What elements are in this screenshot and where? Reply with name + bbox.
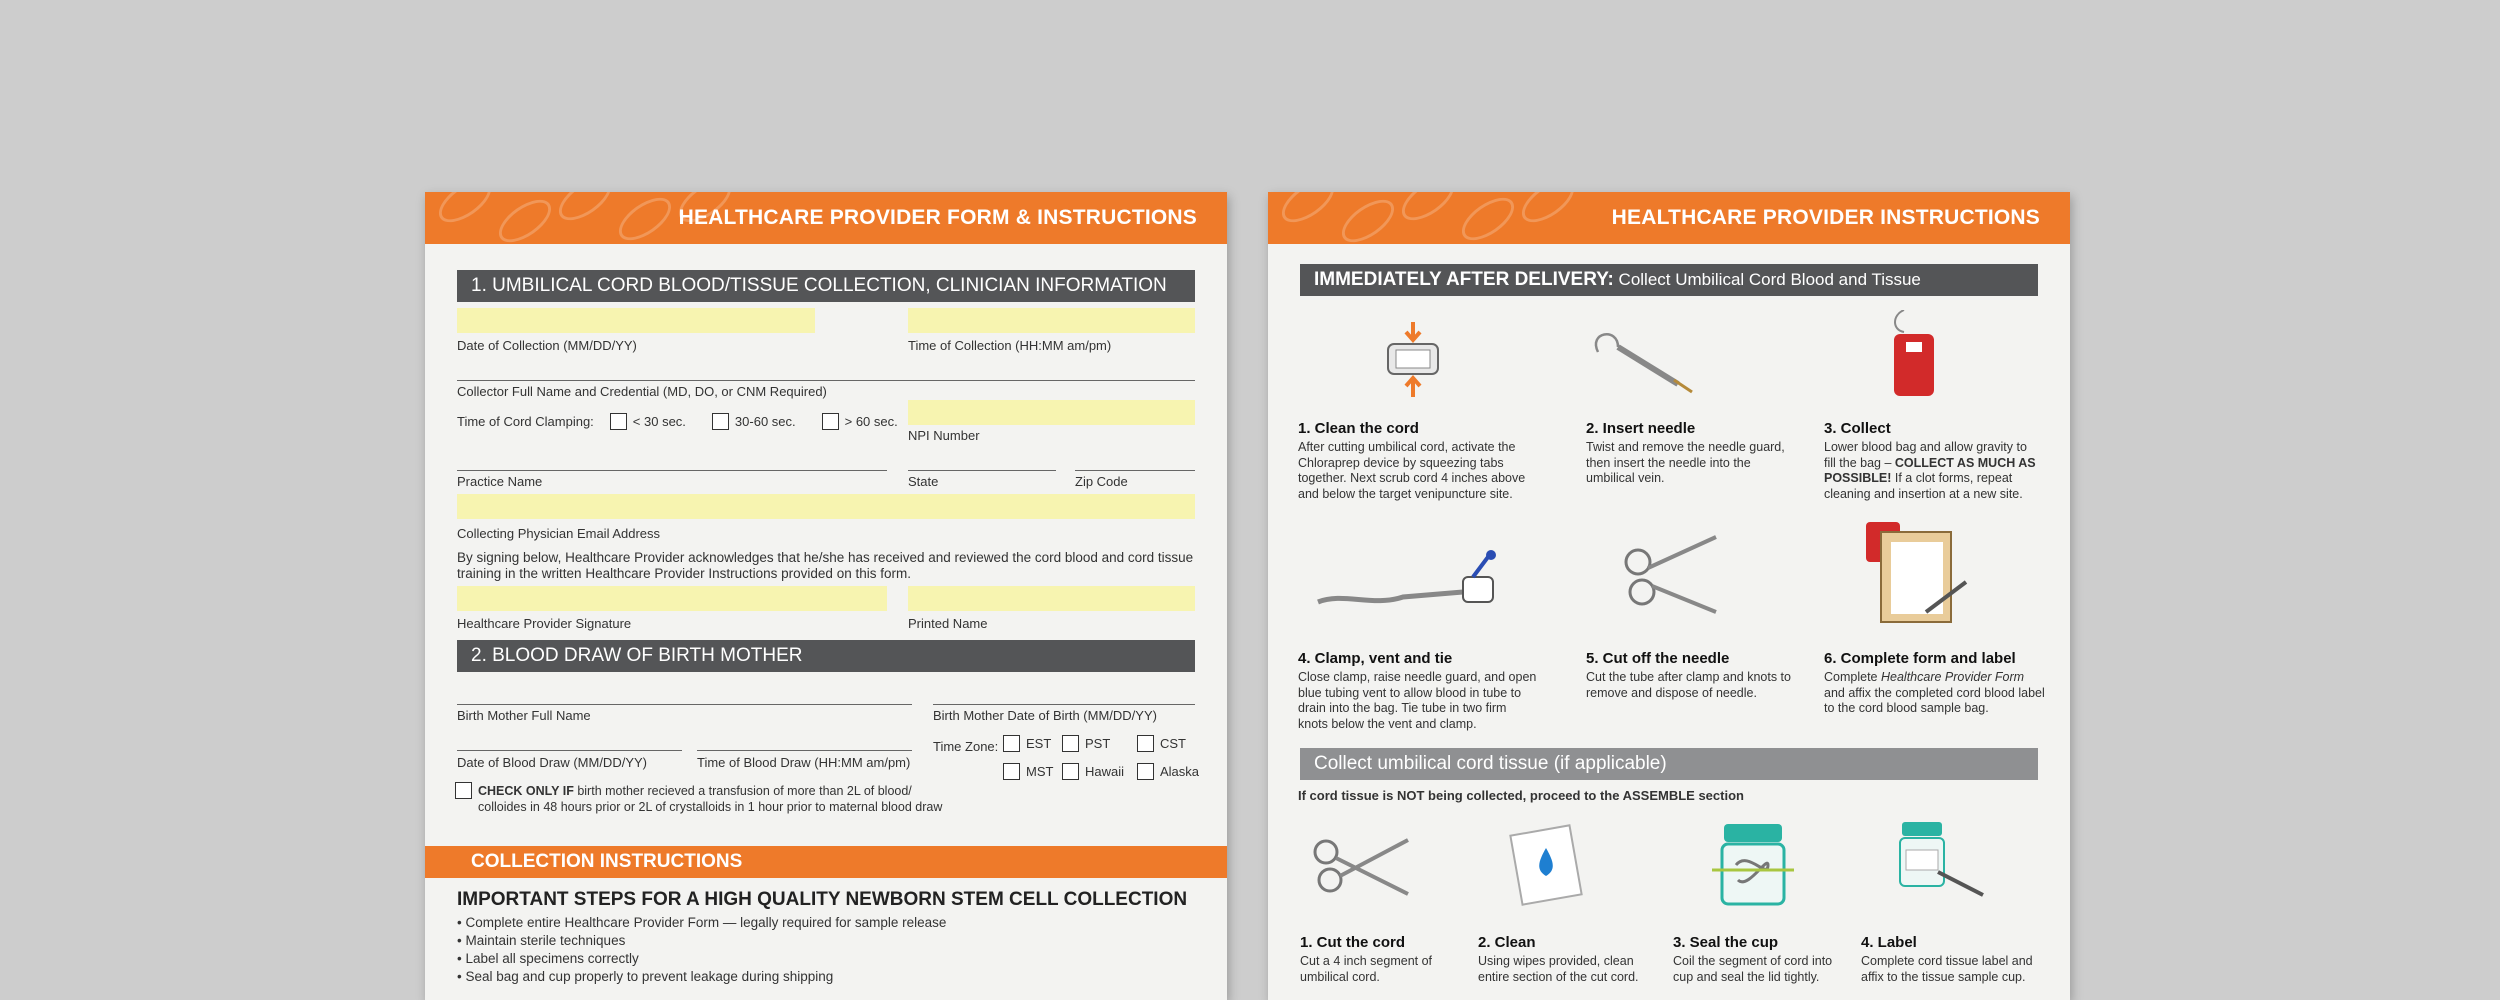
step-body-pre: Lower blood bag and allow gravity to fill the bag –: [1824, 440, 2027, 470]
step-title: 1. Cut the cord: [1300, 934, 1406, 951]
step-title: 3. Seal the cup: [1673, 934, 1779, 951]
tz-cst-checkbox[interactable]: [1137, 735, 1154, 752]
tz-label: Alaska: [1160, 764, 1200, 779]
step-cut-needle: [1586, 650, 1796, 701]
clamp-vent-icon: [1313, 547, 1513, 622]
cord-clamping-label: Time of Cord Clamping:: [457, 414, 594, 429]
form-banner: [425, 192, 1227, 244]
step-collect: [1824, 420, 2039, 502]
tz-alaska-checkbox[interactable]: [1137, 763, 1154, 780]
step-body: Cut a 4 inch segment of umbilical cord.: [1300, 954, 1433, 984]
tz-pst-checkbox[interactable]: [1062, 735, 1079, 752]
mother-dob-field[interactable]: [933, 704, 1195, 705]
tz-label: EST: [1026, 736, 1052, 751]
step-title: 4. Clamp, vent and tie: [1298, 650, 1453, 667]
check-only-if: CHECK ONLY IF: [478, 784, 574, 798]
transfusion-note: [478, 783, 978, 815]
step-body: Twist and remove the needle guard, then insert the needle into the umbilical vein.: [1586, 440, 1785, 485]
leaf-pattern-icon: [432, 192, 498, 230]
step-body: [1824, 440, 2039, 502]
clamp-under-30-checkbox[interactable]: [610, 413, 627, 430]
form-banner-title: HEALTHCARE PROVIDER FORM & INSTRUCTIONS: [678, 206, 1197, 229]
after-delivery-rest: Collect Umbilical Cord Blood and Tissue: [1613, 270, 1921, 289]
collector-name-field[interactable]: [457, 380, 1195, 381]
practice-name-label: Practice Name: [457, 474, 543, 489]
cord-clamping-row: [457, 413, 898, 430]
transfusion-checkbox[interactable]: [455, 782, 472, 799]
leaf-pattern-icon: [492, 192, 558, 244]
npi-number-field[interactable]: [908, 400, 1195, 425]
blood-draw-date-field[interactable]: [457, 750, 682, 751]
step-body-post: If a clot forms, repeat cleaning and insertion at a new site.: [1824, 471, 2023, 501]
signature-field[interactable]: [457, 586, 887, 611]
step-title: 2. Clean: [1478, 934, 1536, 951]
important-steps-heading: IMPORTANT STEPS FOR A HIGH QUALITY NEWBORN STEM CELL COLLECTION: [457, 889, 1188, 910]
list-item: • Maintain sterile techniques: [457, 932, 946, 950]
tz-hawaii-checkbox[interactable]: [1062, 763, 1079, 780]
printed-name-field[interactable]: [908, 586, 1195, 611]
cut-cord-scissors-icon: [1308, 822, 1418, 912]
after-delivery-bold: IMMEDIATELY AFTER DELIVERY:: [1314, 269, 1614, 290]
important-steps-list: [457, 914, 946, 986]
step-body-pre: Complete: [1824, 670, 1881, 684]
step-body: After cutting umbilical cord, activate the Chloraprep device by squeezing tabs together. Next scrub cord 4 inches above and below the target venipuncture site.: [1298, 440, 1526, 501]
state-field[interactable]: [908, 470, 1056, 471]
clamp-30-60-checkbox[interactable]: [712, 413, 729, 430]
time-zone-row-2: [1003, 763, 1199, 780]
clean-wipe-icon: [1506, 820, 1586, 915]
step-clamp-vent-tie: [1298, 650, 1538, 732]
tz-est-checkbox[interactable]: [1003, 735, 1020, 752]
zip-code-label: Zip Code: [1075, 474, 1128, 489]
time-of-collection-label: Time of Collection (HH:MM am/pm): [908, 338, 1112, 353]
tissue-header: Collect umbilical cord tissue (if applicable): [1300, 748, 2038, 780]
practice-name-field[interactable]: [457, 470, 887, 471]
tissue-note-end: section: [1694, 788, 1744, 803]
transfusion-text: birth mother recieved a transfusion of more than 2L of blood/: [573, 784, 912, 798]
blood-draw-date-label: Date of Blood Draw (MM/DD/YY): [457, 755, 647, 770]
after-delivery-header: [1300, 264, 2038, 296]
mother-name-label: Birth Mother Full Name: [457, 708, 591, 723]
tissue-note-not: NOT: [1396, 788, 1425, 803]
printed-name-label: Printed Name: [908, 616, 988, 631]
step-title: 3. Collect: [1824, 420, 1891, 437]
chloraprep-icon: [1368, 322, 1458, 397]
tissue-note-pre: If cord tissue is: [1298, 788, 1397, 803]
step-complete-form: [1824, 650, 2046, 717]
tissue-cup-icon: [1708, 820, 1798, 910]
step-body: Complete cord tissue label and affix to the tissue sample cup.: [1861, 954, 2033, 984]
state-label: State: [908, 474, 939, 489]
form-label-icon: [1856, 522, 1976, 632]
step-title: 4. Label: [1861, 934, 1917, 951]
leaf-pattern-icon: [1335, 192, 1401, 244]
step-body-bold: COLLECT AS MUCH AS POSSIBLE!: [1824, 455, 2036, 485]
blood-draw-time-label: Time of Blood Draw (HH:MM am/pm): [697, 755, 911, 770]
date-of-collection-label: Date of Collection (MM/DD/YY): [457, 338, 637, 353]
tz-label: MST: [1026, 764, 1054, 779]
acknowledgement-text: By signing below, Healthcare Provider acknowledges that he/she has received and reviewed the cord blood and cord tissue training in the written Healthcare Provider Instructions provided on this form.: [457, 550, 1194, 581]
scissors-icon: [1616, 522, 1726, 632]
leaf-pattern-icon: [612, 192, 678, 244]
step-body-post: and affix the completed cord blood label to the cord blood sample bag.: [1824, 685, 2045, 715]
tissue-note: [1298, 788, 1744, 803]
zip-code-field[interactable]: [1075, 470, 1195, 471]
leaf-pattern-icon: [1455, 192, 1521, 244]
transfusion-text-2: colloides in 48 hours prior or 2L of crystalloids in 1 hour prior to maternal blood draw: [478, 800, 943, 814]
step-body: Close clamp, raise needle guard, and open blue tubing vent to allow blood in tube to drain into the bag. Tie tube in two firm knots below the vent and clamp.: [1298, 670, 1537, 731]
step-title: 5. Cut off the needle: [1586, 650, 1730, 667]
tz-label: PST: [1085, 736, 1111, 751]
tz-label: Hawaii: [1085, 764, 1125, 779]
label-cup-icon: [1888, 820, 2008, 915]
collector-name-label: Collector Full Name and Credential (MD, DO, or CNM Required): [457, 384, 827, 399]
physician-email-field[interactable]: [457, 494, 1195, 519]
tz-mst-checkbox[interactable]: [1003, 763, 1020, 780]
blood-bag-icon: [1882, 310, 1942, 410]
blood-draw-time-field[interactable]: [697, 750, 912, 751]
tissue-step-seal-cup: [1673, 934, 1843, 985]
section2-header: 2. BLOOD DRAW OF BIRTH MOTHER: [457, 640, 1195, 672]
clamp-option-label: < 30 sec.: [632, 414, 686, 429]
clamp-option-label: 30-60 sec.: [734, 414, 796, 429]
step-title: 6. Complete form and label: [1824, 650, 2016, 667]
step-body: Using wipes provided, clean entire section of the cut cord.: [1478, 954, 1639, 984]
list-item: • Label all specimens correctly: [457, 950, 946, 968]
leaf-pattern-icon: [1395, 192, 1461, 228]
leaf-pattern-icon: [1275, 192, 1341, 230]
mother-dob-label: Birth Mother Date of Birth (MM/DD/YY): [933, 708, 1157, 723]
time-zone-label: Time Zone:: [933, 739, 999, 754]
needle-icon: [1588, 322, 1698, 397]
provider-instructions-sheet: [1268, 192, 2070, 1000]
time-of-collection-field[interactable]: [908, 308, 1195, 333]
clamp-option-label: > 60 sec.: [844, 414, 898, 429]
step-body: [1824, 670, 2046, 717]
step-insert-needle: [1586, 420, 1796, 487]
collection-instructions-header: COLLECTION INSTRUCTIONS: [425, 846, 1227, 878]
mother-name-field[interactable]: [457, 704, 912, 705]
provider-form-sheet: [425, 192, 1227, 1000]
step-clean-cord: [1298, 420, 1528, 502]
signature-label: Healthcare Provider Signature: [457, 616, 632, 631]
step-body: Coil the segment of cord into cup and seal the lid tightly.: [1673, 954, 1833, 984]
list-item: • Complete entire Healthcare Provider Form — legally required for sample release: [457, 914, 946, 932]
list-item: • Seal bag and cup properly to prevent leakage during shipping: [457, 968, 946, 986]
tissue-step-clean: [1478, 934, 1648, 985]
leaf-pattern-icon: [1515, 192, 1581, 230]
section1-header: 1. UMBILICAL CORD BLOOD/TISSUE COLLECTION, CLINICIAN INFORMATION: [457, 270, 1195, 302]
tissue-step-cut-cord: [1300, 934, 1460, 985]
tissue-note-post: being collected, proceed to the: [1424, 788, 1623, 803]
instructions-banner: [1268, 192, 2070, 244]
time-zone-row-1: [1003, 735, 1186, 752]
step-body-italic: Healthcare Provider Form: [1880, 670, 2025, 684]
tz-label: CST: [1160, 736, 1186, 751]
physician-email-label: Collecting Physician Email Address: [457, 526, 661, 541]
tissue-step-label: [1861, 934, 2041, 985]
npi-number-label: NPI Number: [908, 428, 980, 443]
instructions-banner-title: HEALTHCARE PROVIDER INSTRUCTIONS: [1611, 206, 2040, 229]
date-of-collection-field[interactable]: [457, 308, 815, 333]
step-title: 1. Clean the cord: [1298, 420, 1419, 437]
step-title: 2. Insert needle: [1586, 420, 1696, 437]
leaf-pattern-icon: [552, 192, 618, 228]
clamp-over-60-checkbox[interactable]: [822, 413, 839, 430]
step-body: Cut the tube after clamp and knots to remove and dispose of needle.: [1586, 670, 1791, 700]
tissue-note-assemble: ASSEMBLE: [1622, 788, 1695, 803]
